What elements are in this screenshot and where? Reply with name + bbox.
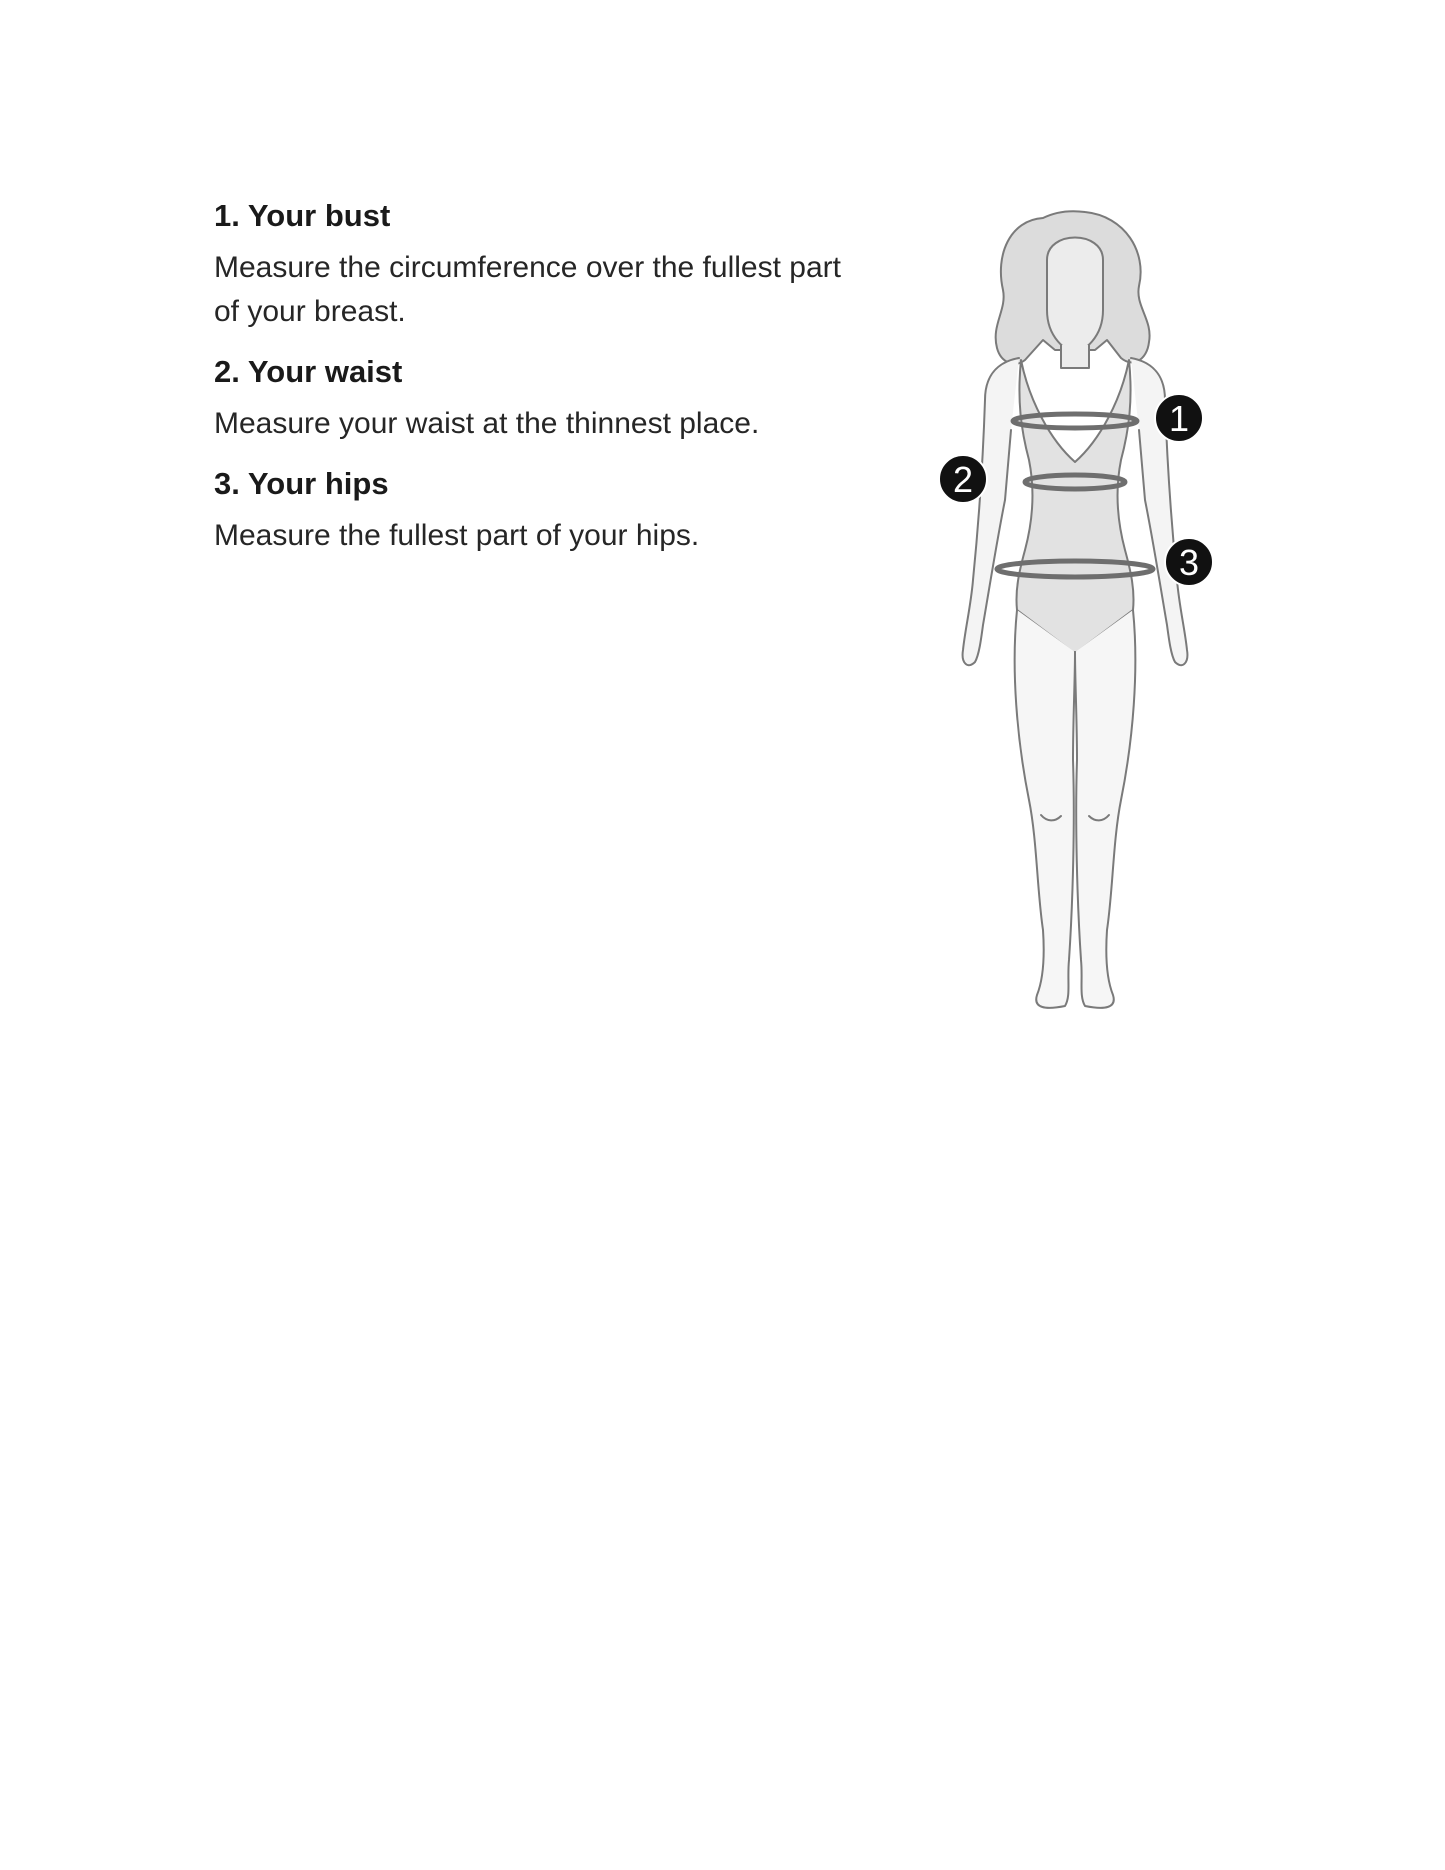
marker-waist: [939, 455, 987, 503]
step-bust: [214, 196, 854, 334]
step-text: Measure the circumference over the fullest part of your breast.: [214, 251, 841, 328]
step-text: Measure your waist at the thinnest place.: [214, 407, 760, 440]
step-heading: 3. Your hips: [214, 466, 389, 501]
marker-label: 1: [1168, 398, 1190, 439]
face-shape: [1047, 238, 1103, 353]
body-measurement-figure-icon: [925, 200, 1225, 1020]
marker-hips: [1165, 538, 1213, 586]
neck-shape: [1061, 345, 1089, 368]
swimsuit-shape: [1016, 360, 1133, 652]
step-heading: 2. Your waist: [214, 354, 403, 389]
step-waist: [214, 352, 854, 446]
step-hips: [214, 464, 854, 558]
marker-label: 3: [1178, 542, 1200, 583]
step-text: Measure the fullest part of your hips.: [214, 519, 700, 552]
left-leg: [1015, 610, 1075, 1008]
left-arm: [963, 358, 1019, 665]
marker-label: 2: [952, 459, 974, 500]
step-heading: 1. Your bust: [214, 198, 391, 233]
measurement-instructions: [214, 196, 854, 558]
marker-bust: [1155, 394, 1203, 442]
body-figure: [925, 200, 1225, 1020]
right-leg: [1075, 610, 1135, 1008]
